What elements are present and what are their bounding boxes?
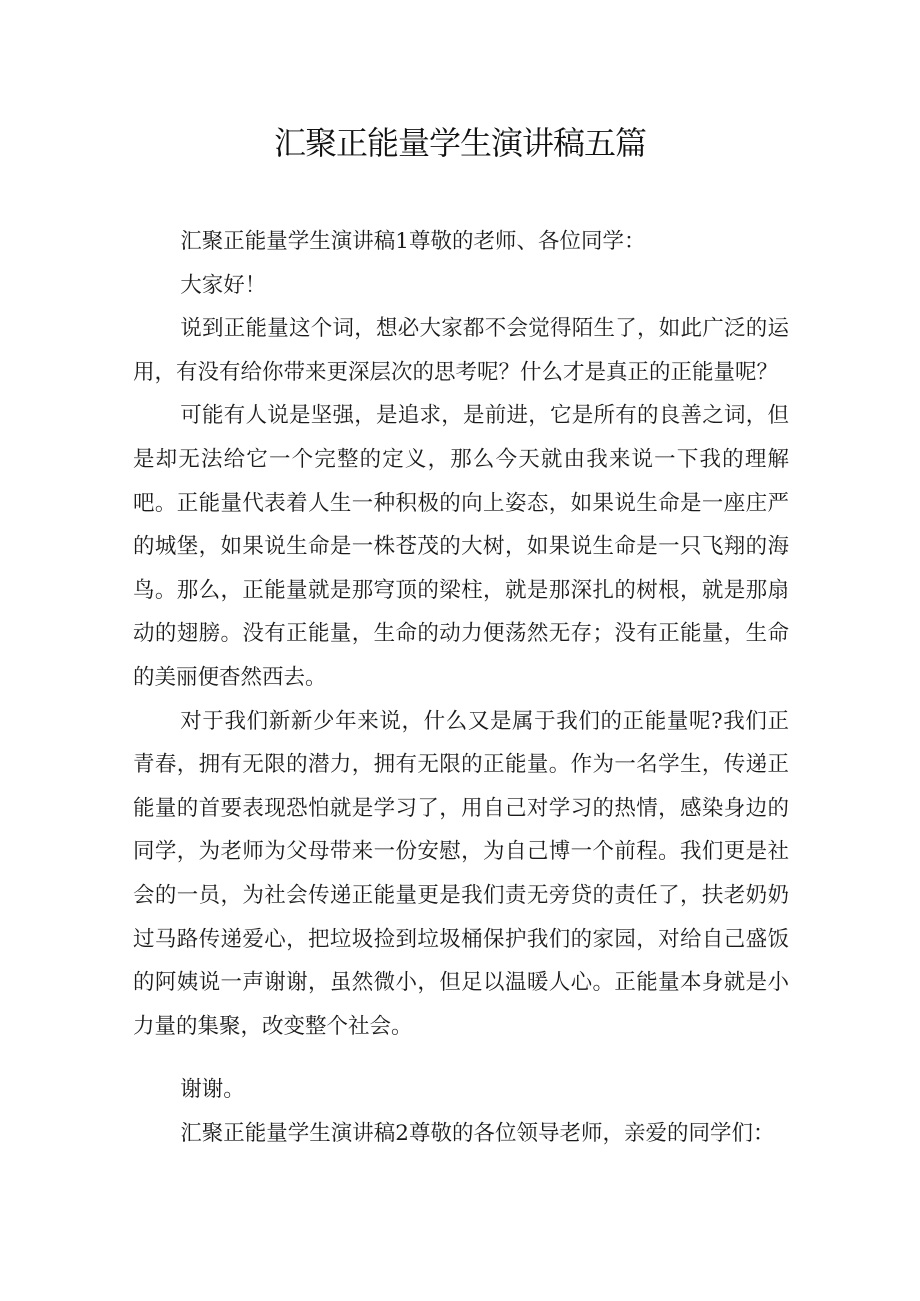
- body-paragraph: 对于我们新新少年来说，什么又是属于我们的正能量呢?我们正青春，拥有无限的潜力，拥有无限的正能量。作为一名学生，传递正能量的首要表现恐怕就是学习了，用自己对学习的热情，感染身边的同学，为老师为父母带来一份安慰，为自己博一个前程。我们更是社会的一员，为社会传递正能量更是我们责无旁贷的责任了，扶老奶奶过马路传递爱心，把垃圾捡到垃圾桶保护我们的家园，对给自己盛饭的阿姨说一声谢谢，虽然微小，但足以温暖人心。正能量本身就是小力量的集聚，改变整个社会。: [133, 708, 789, 1039]
- body-paragraph: 说到正能量这个词，想必大家都不会觉得陌生了，如此广泛的运用，有没有给你带来更深层次的思考呢？什么才是真正的正能量呢？: [133, 316, 789, 385]
- speech-1-heading: 汇聚正能量学生演讲稿1尊敬的老师、各位同学：: [180, 229, 646, 254]
- document-body: [133, 220, 789, 1155]
- greeting-paragraph: 大家好！: [180, 272, 267, 298]
- speech-2-heading: 汇聚正能量学生演讲稿2尊敬的各位领导老师，亲爱的同学们：: [180, 1120, 775, 1146]
- body-paragraph: 可能有人说是坚强，是追求，是前进，它是所有的良善之词，但是却无法给它一个完整的定义，那么今天就由我来说一下我的理解吧。正能量代表着人生一种积极的向上姿态，如果说生命是一座庄严的城堡，如果说生命是一株苍茂的大树，如果说生命是一只飞翔的海鸟。那么，正能量就是那穹顶的梁柱，就是那深扎的树根，就是那扇动的翅膀。没有正能量，生命的动力便荡然无存；没有正能量，生命的美丽便杳然西去。: [133, 403, 789, 690]
- closing-paragraph: 谢谢。: [180, 1077, 245, 1103]
- document-title: 汇聚正能量学生演讲稿五篇: [273, 124, 646, 162]
